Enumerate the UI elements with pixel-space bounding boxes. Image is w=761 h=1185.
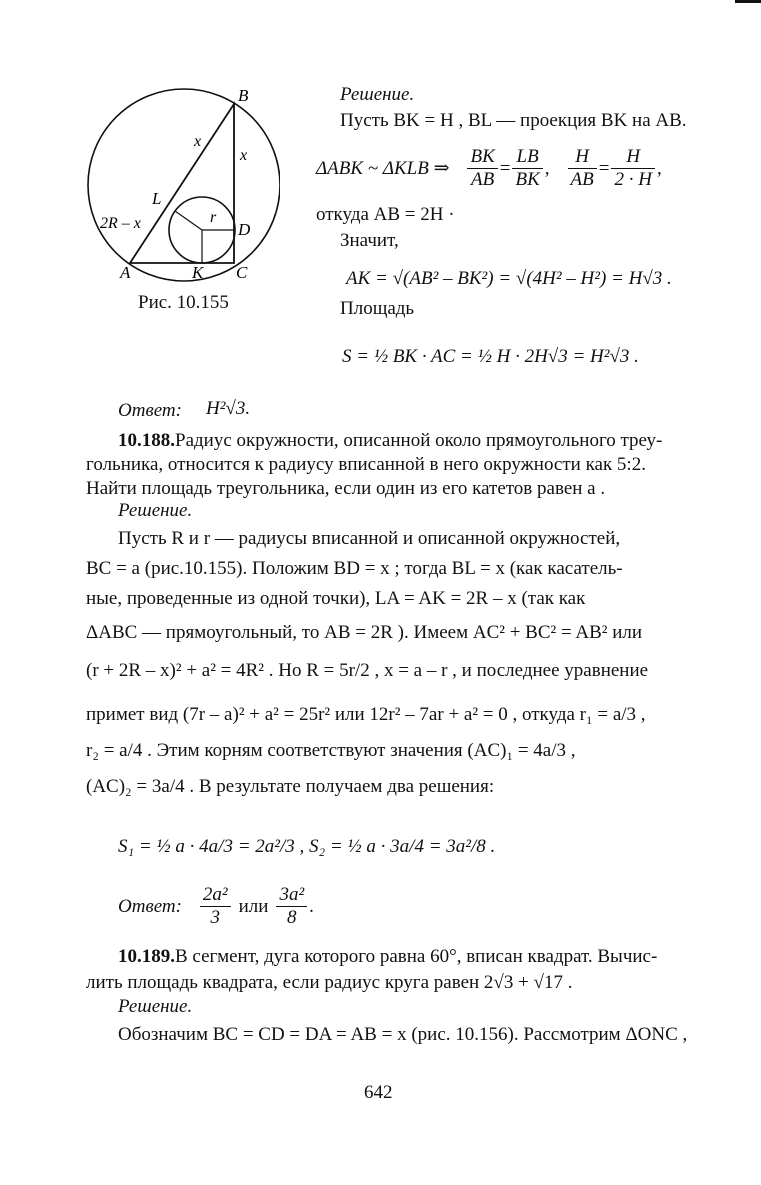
answer2-label: Ответ: bbox=[118, 895, 182, 917]
figure-caption: Рис. 10.155 bbox=[138, 292, 229, 313]
figure-10-155 bbox=[80, 80, 280, 295]
fraction-lb-bk bbox=[512, 146, 542, 191]
problem188-s4: ΔABC — прямоугольный, то AB = 2R ). Имеем AC² + BC² = AB² или bbox=[86, 622, 643, 643]
problem188-text3: Найти площадь треугольника, если один из его катетов равен a . bbox=[86, 478, 606, 499]
answer2-frac1 bbox=[200, 884, 231, 929]
problem189-heading: Решение. bbox=[118, 996, 193, 1017]
problem188-heading: Решение. bbox=[118, 500, 193, 521]
label-b: B bbox=[238, 86, 249, 105]
fraction-bk-ab bbox=[467, 146, 497, 191]
frac1-num: BK bbox=[467, 146, 497, 169]
frac4-num: H bbox=[611, 146, 654, 169]
label-l: L bbox=[152, 189, 162, 208]
fraction-h-ab bbox=[568, 146, 597, 191]
frac2-num: LB bbox=[512, 146, 542, 169]
radius-to-l bbox=[175, 211, 202, 230]
page-number: 642 bbox=[364, 1082, 393, 1103]
triangle-abc bbox=[130, 104, 234, 263]
answer2-frac2 bbox=[276, 884, 307, 929]
means-line: Значит, bbox=[340, 230, 399, 251]
answer1-value: H²√3. bbox=[206, 398, 251, 419]
answer2-end: . bbox=[309, 895, 314, 917]
label-c: C bbox=[236, 263, 248, 282]
problem189-number: 10.189. bbox=[118, 946, 175, 967]
label-k: K bbox=[192, 263, 204, 282]
frac4-den: 2 · H bbox=[614, 169, 652, 190]
label-r: r bbox=[210, 209, 217, 226]
ak-formula: AK = √(AB² – BK²) = √(4H² – H²) = H√3 . bbox=[346, 268, 672, 289]
problem188-s6: примет вид (7r – a)² + a² = 25r² или 12r² – 7ar + a² = 0 , откуда r₁ = a/3 , bbox=[86, 704, 646, 725]
solution1-line1: Пусть BK = H , BL — проекция BK на AB. bbox=[340, 110, 687, 131]
problem189-line1 bbox=[118, 946, 718, 968]
answer2-den1: 3 bbox=[210, 907, 221, 928]
s-formula-1: S = ½ BK · AC = ½ H · 2H√3 = H²√3 . bbox=[342, 346, 639, 367]
fraction-h-2h bbox=[611, 146, 654, 191]
label-d: D bbox=[238, 220, 251, 239]
label-x-bc: x bbox=[240, 147, 248, 164]
problem188-s2: BC = a (рис.10.155). Положим BD = x ; тогда BL = x (как касатель- bbox=[86, 558, 623, 579]
answer1-label: Ответ: bbox=[118, 400, 182, 421]
area-word: Площадь bbox=[340, 298, 415, 319]
problem188-s5: (r + 2R – x)² + a² = 4R² . Но R = 5r/2 , x = a – r , и последнее уравнение bbox=[86, 660, 649, 681]
answer2-or: или bbox=[238, 895, 269, 917]
problem188-s1: Пусть R и r — радиусы вписанной и описанной окружностей, bbox=[118, 528, 621, 549]
similarity-text: ΔABK ~ ΔKLB ⇒ bbox=[316, 158, 450, 179]
circumscribed-circle bbox=[88, 89, 280, 281]
frac1-den: AB bbox=[471, 169, 495, 190]
problem189-text1: В сегмент, дуга которого равна 60°, вписан квадрат. Вычис- bbox=[175, 946, 658, 967]
problem188-s-formula: S₁ = ½ a · 4a/3 = 2a²/3 , S₂ = ½ a · 3a/4 = 3a²/8 . bbox=[118, 836, 496, 857]
scan-corner-mark bbox=[735, 0, 761, 3]
problem188-number: 10.188. bbox=[118, 430, 175, 451]
problem188-s7: r₂ = a/4 . Этим корням соответствуют значения (AC)₁ = 4a/3 , bbox=[86, 740, 576, 761]
frac3-num: H bbox=[568, 146, 597, 169]
whence-line: откуда AB = 2H · bbox=[316, 204, 455, 225]
problem188-s8: (AC)₂ = 3a/4 . В результате получаем два решения: bbox=[86, 776, 495, 797]
problem189-text2: лить площадь квадрата, если радиус круга равен 2√3 + √17 . bbox=[86, 972, 573, 993]
label-x-ab: x bbox=[194, 133, 202, 150]
answer2-den2: 8 bbox=[287, 907, 297, 928]
answer2-row bbox=[118, 884, 314, 929]
frac3-den: AB bbox=[570, 169, 594, 190]
problem188-text1: Радиус окружности, описанной около прямоугольного треу- bbox=[175, 430, 663, 451]
problem189-s1: Обозначим BC = CD = DA = AB = x (рис. 10.156). Рассмотрим ΔONC , bbox=[118, 1024, 688, 1045]
answer2-num2: 3a² bbox=[276, 884, 307, 907]
solution1-heading: Решение. bbox=[340, 84, 415, 105]
problem188-text2: гольника, относится к радиусу вписанной в него окружности как 5:2. bbox=[86, 454, 646, 475]
similarity-row: ΔABK ~ ΔKLB ⇒ $\frac{BK}{AB}$ = $\frac{LB}{BK}$ , $\frac{H}{AB}$ = $\frac{H}{2 \cdot H}$ , bbox=[316, 146, 662, 190]
answer2-num1: 2a² bbox=[200, 884, 231, 907]
problem188-s3: ные, проведенные из одной точки), LA = AK = 2R – x (так как bbox=[86, 588, 586, 609]
label-2r-x: 2R – x bbox=[100, 215, 141, 232]
problem188-line1 bbox=[118, 430, 718, 452]
label-a: A bbox=[120, 263, 131, 282]
frac2-den: BK bbox=[515, 169, 540, 190]
